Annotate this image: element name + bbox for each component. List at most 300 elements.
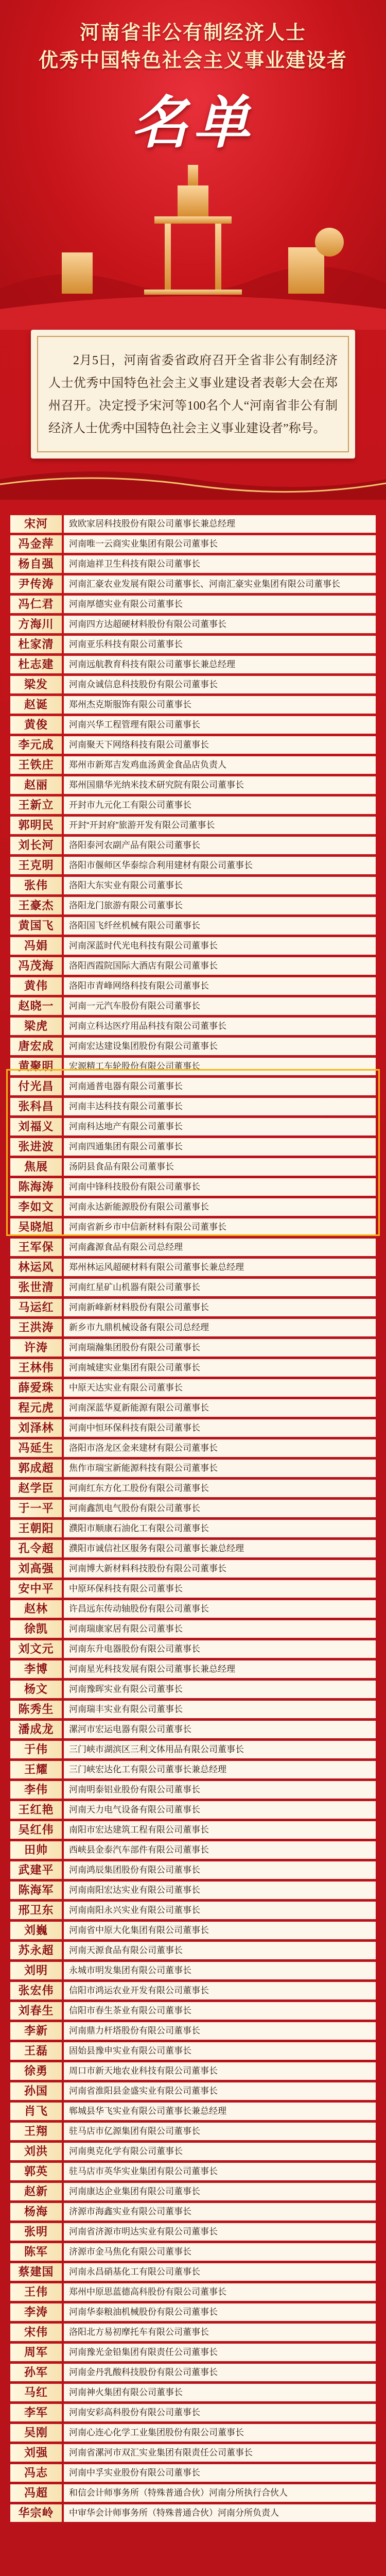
person-name: 黄俊 <box>10 716 62 734</box>
list-item <box>10 1058 376 1075</box>
person-name: 冯金萍 <box>10 535 62 553</box>
person-name: 宋河 <box>10 515 62 533</box>
person-title: 三门峡宏达化工有限公司董事长兼总经理 <box>64 1761 376 1778</box>
list-item <box>10 1460 376 1477</box>
person-name: 梁发 <box>10 676 62 693</box>
list-item <box>10 1399 376 1417</box>
person-title: 信阳市春生茶业有限公司董事长 <box>64 2002 376 2020</box>
list-item <box>10 1902 376 1919</box>
list-item <box>10 555 376 573</box>
list-item <box>10 1198 376 1216</box>
list-item <box>10 676 376 693</box>
list-item <box>10 1480 376 1497</box>
person-name: 李涛 <box>10 2303 62 2321</box>
person-title: 河南中锋科技股份有限公司董事长 <box>64 1178 376 1196</box>
list-item <box>10 1982 376 1999</box>
person-title: 河南新峰新材料股份有限公司董事长 <box>64 1299 376 1316</box>
person-title: 周口市新天地农业科技有限公司董事长 <box>64 2062 376 2080</box>
person-title: 河南永达新能源股份有限公司董事长 <box>64 1198 376 1216</box>
person-name: 安中平 <box>10 1580 62 1598</box>
person-title: 河南省中原大化集团有限公司董事长 <box>64 1922 376 1939</box>
list-item <box>10 1299 376 1316</box>
person-title: 中原天达实业有限公司董事长 <box>64 1379 376 1397</box>
person-title: 河南城建实业集团有限公司董事长 <box>64 1359 376 1377</box>
person-title: 濮阳市诚信社区服务有限公司董事长兼总经理 <box>64 1540 376 1557</box>
person-title: 河南省漯河市双汇实业集团有限责任公司董事长 <box>64 2444 376 2462</box>
person-title: 河南四通集团有限公司董事长 <box>64 1138 376 1156</box>
list-item <box>10 1701 376 1718</box>
person-name: 张进波 <box>10 1138 62 1156</box>
person-name: 吴红伟 <box>10 1821 62 1839</box>
list-item <box>10 596 376 613</box>
person-title: 河南汇豪农业发展有限公司董事长、河南汇豪实业集团有限公司董事长 <box>64 575 376 593</box>
list-item <box>10 1781 376 1799</box>
person-name: 王新立 <box>10 796 62 814</box>
person-title: 济源市海鑫实业有限公司董事长 <box>64 2203 376 2221</box>
list-item <box>10 1279 376 1296</box>
person-name: 李军 <box>10 2404 62 2421</box>
list-item <box>10 1681 376 1698</box>
list-item <box>10 2243 376 2261</box>
person-name: 杨文 <box>10 1681 62 1698</box>
person-title: 河南中孚实业股份有限公司董事长 <box>64 2464 376 2482</box>
list-item <box>10 2143 376 2160</box>
list-item <box>10 616 376 633</box>
person-title: 中原环保科技有限公司董事长 <box>64 1580 376 1598</box>
list-item <box>10 1882 376 1899</box>
person-title: 河南四方达超硬材料股份有限公司董事长 <box>64 616 376 633</box>
person-title: 河南豫晖实业有限公司董事长 <box>64 1681 376 1698</box>
person-title: 河南深蓝华夏新能源有限公司董事长 <box>64 1399 376 1417</box>
person-name: 蔡建国 <box>10 2263 62 2281</box>
person-title: 洛阳国飞纤丝机械有限公司董事长 <box>64 917 376 935</box>
person-name: 赵林 <box>10 1600 62 1618</box>
list-item <box>10 1239 376 1256</box>
list-item <box>10 756 376 774</box>
person-name: 刘文元 <box>10 1640 62 1658</box>
person-title: 河南永昌硝基化工有限公司董事长 <box>64 2263 376 2281</box>
list-item <box>10 2303 376 2321</box>
person-name: 许涛 <box>10 1339 62 1357</box>
list-item <box>10 2484 376 2502</box>
person-title: 河南中恒环保科技有限公司董事长 <box>64 1419 376 1437</box>
person-title: 河南康达企业集团有限公司董事长 <box>64 2183 376 2200</box>
person-name: 孙军 <box>10 2364 62 2381</box>
person-title: 汤阴县食品有限公司董事长 <box>64 1158 376 1176</box>
person-title: 洛阳西霞院国际大酒店有限公司董事长 <box>64 957 376 975</box>
person-title: 河南迪祥卫生科技有限公司董事长 <box>64 555 376 573</box>
list-item <box>10 776 376 794</box>
person-title: 河南安彩高科股份有限公司董事长 <box>64 2404 376 2421</box>
list-item <box>10 1138 376 1156</box>
person-title: 河南鸿辰集团股份有限公司董事长 <box>64 1861 376 1879</box>
person-name: 于伟 <box>10 1741 62 1758</box>
person-title: 河南立科达医疗用品科技有限公司董事长 <box>64 1018 376 1035</box>
list-item <box>10 997 376 1015</box>
list-item <box>10 2464 376 2482</box>
person-title: 开封“开封府”旅游开发有限公司董事长 <box>64 817 376 834</box>
list-item <box>10 515 376 533</box>
person-name: 宋伟 <box>10 2324 62 2341</box>
list-item <box>10 1580 376 1598</box>
person-title: 郑州市新郑吉发鸡血汤黄金食品店负责人 <box>64 756 376 774</box>
list-item <box>10 2082 376 2100</box>
person-title: 郑州国鼎华光纳米技术研究院有限公司董事长 <box>64 776 376 794</box>
person-title: 焦作市瑞宝新能源科技有限公司董事长 <box>64 1460 376 1477</box>
list-item <box>10 2022 376 2040</box>
person-title: 洛阳北方易初摩托车有限公司董事长 <box>64 2324 376 2341</box>
list-item <box>10 1540 376 1557</box>
person-name: 李伟 <box>10 1781 62 1799</box>
list-item <box>10 2364 376 2381</box>
person-title: 河南鑫凯电气股份有限公司董事长 <box>64 1500 376 1517</box>
person-name: 赵诞 <box>10 696 62 714</box>
person-name: 苏永超 <box>10 1942 62 1959</box>
list-item <box>10 957 376 975</box>
person-name: 周军 <box>10 2344 62 2361</box>
person-name: 王伟 <box>10 2283 62 2301</box>
person-title: 洛阳市偃师区华泰综合利用建材有限公司董事长 <box>64 857 376 874</box>
person-name: 薛爱珠 <box>10 1379 62 1397</box>
list-item <box>10 837 376 854</box>
person-title: 河南丰达科技有限公司董事长 <box>64 1098 376 1115</box>
person-title: 信阳市鸿运农业开发有限公司董事长 <box>64 1982 376 1999</box>
list-item <box>10 1841 376 1859</box>
list-item <box>10 1741 376 1758</box>
list-item <box>10 2504 376 2522</box>
title-line-2: 优秀中国特色社会主义事业建设者 <box>38 50 347 72</box>
list-item <box>10 1259 376 1276</box>
person-name: 田帅 <box>10 1841 62 1859</box>
person-name: 方海川 <box>10 616 62 633</box>
list-item <box>10 2002 376 2020</box>
person-title: 开封市九元化工有限公司董事长 <box>64 796 376 814</box>
person-name: 刘明 <box>10 1962 62 1979</box>
intro-text: 2月5日，河南省委省政府召开全省非公有制经济人士优秀中国特色社会主义事业建设者表彰大会在郑州召开。决定授予宋河等100名个人“河南省非公有制经济人士优秀中国特色社会主义事业建设者”称号。 <box>48 354 338 435</box>
person-name: 冯延生 <box>10 1439 62 1457</box>
list-item <box>10 817 376 834</box>
list-item <box>10 716 376 734</box>
person-title: 濮阳市顺康石油化工有限公司董事长 <box>64 1520 376 1537</box>
list-item <box>10 1922 376 1939</box>
list-item <box>10 1218 376 1236</box>
list-item <box>10 2223 376 2241</box>
person-name: 张世清 <box>10 1279 62 1296</box>
person-name: 吴晓旭 <box>10 1218 62 1236</box>
list-item <box>10 2424 376 2442</box>
list-item <box>10 1500 376 1517</box>
list-item <box>10 2183 376 2200</box>
list-item <box>10 2203 376 2221</box>
list-item <box>10 796 376 814</box>
person-name: 刘高强 <box>10 1560 62 1578</box>
person-title: 洛阳市青峰网络科技有限公司董事长 <box>64 977 376 995</box>
person-title: 河南省济源市明达实业有限公司董事长 <box>64 2223 376 2241</box>
list-item <box>10 2042 376 2060</box>
list-item <box>10 2283 376 2301</box>
person-name: 赵丽 <box>10 776 62 794</box>
list-item <box>10 977 376 995</box>
person-name: 冯超 <box>10 2484 62 2502</box>
person-title: 河南瑞丰实业有限公司董事长 <box>64 1701 376 1718</box>
person-name: 邢卫东 <box>10 1902 62 1919</box>
person-title: 驻马店市英华实业集团有限公司董事长 <box>64 2163 376 2180</box>
person-title: 新乡市九鼎机械设备有限公司总经理 <box>64 1319 376 1336</box>
person-name: 张宏伟 <box>10 1982 62 1999</box>
person-title: 郑州中原思蓝德高科股份有限公司董事长 <box>64 2283 376 2301</box>
person-name: 梁虎 <box>10 1018 62 1035</box>
big-title: 名单 <box>131 89 255 156</box>
list-item <box>10 2062 376 2080</box>
person-name: 刘福义 <box>10 1118 62 1136</box>
person-title: 河南远航教育科技有限公司董事长兼总经理 <box>64 656 376 673</box>
person-title: 河南鑫源食品有限公司总经理 <box>64 1239 376 1256</box>
person-title: 河南聚天下网络科技有限公司董事长 <box>64 736 376 754</box>
list-item <box>10 2324 376 2341</box>
list-item <box>10 1419 376 1437</box>
list-item <box>10 736 376 754</box>
person-name: 赵新 <box>10 2183 62 2200</box>
list-item <box>10 1620 376 1638</box>
list-item <box>10 1761 376 1778</box>
person-title: 河南神火集团有限公司董事长 <box>64 2384 376 2401</box>
person-name: 冯志 <box>10 2464 62 2482</box>
person-name: 王豪杰 <box>10 897 62 914</box>
person-title: 河南鼎力杆塔股份有限公司董事长 <box>64 2022 376 2040</box>
person-title: 河南天力电气设备有限公司董事长 <box>64 1801 376 1819</box>
person-name: 武建平 <box>10 1861 62 1879</box>
person-name: 王洪涛 <box>10 1319 62 1336</box>
person-name: 李如文 <box>10 1198 62 1216</box>
person-name: 郭英 <box>10 2163 62 2180</box>
person-name: 马红 <box>10 2384 62 2401</box>
list-item <box>10 1178 376 1196</box>
person-name: 杜家清 <box>10 636 62 653</box>
person-name: 于一平 <box>10 1500 62 1517</box>
person-title: 固始县豫申实业有限公司董事长 <box>64 2042 376 2060</box>
list-item <box>10 1158 376 1176</box>
person-title: 河南明泰铝业股份有限公司董事长 <box>64 1781 376 1799</box>
person-name: 徐凯 <box>10 1620 62 1638</box>
list-item <box>10 2404 376 2421</box>
person-name: 吴刚 <box>10 2424 62 2442</box>
list-item <box>10 636 376 653</box>
person-name: 黄国飞 <box>10 917 62 935</box>
person-title: 河南奥克化学有限公司董事长 <box>64 2143 376 2160</box>
person-name: 冯仁君 <box>10 596 62 613</box>
ribbon-band <box>0 459 386 500</box>
person-name: 王翔 <box>10 2123 62 2140</box>
list-item <box>10 1359 376 1377</box>
list-item <box>10 917 376 935</box>
list-item <box>10 1640 376 1658</box>
list-item <box>10 2344 376 2361</box>
list-item <box>10 897 376 914</box>
person-title: 驻马店市亿源集团有限公司董事长 <box>64 2123 376 2140</box>
list-item <box>10 535 376 553</box>
person-name: 徐勇 <box>10 2062 62 2080</box>
list-item <box>10 937 376 955</box>
person-title: 河南心连心化学工业集团股份有限公司董事长 <box>64 2424 376 2442</box>
person-title: 河南东升电器股份有限公司董事长 <box>64 1640 376 1658</box>
person-title: 河南华泰粮油机械股份有限公司董事长 <box>64 2303 376 2321</box>
person-title: 河南豫光金铅集团有限责任公司董事长 <box>64 2344 376 2361</box>
list-item <box>10 1018 376 1035</box>
list-item <box>10 1942 376 1959</box>
list-item <box>10 1038 376 1055</box>
person-title: 永城市明发集团有限公司董事长 <box>64 1962 376 1979</box>
person-name: 黄聚明 <box>10 1058 62 1075</box>
list-item <box>10 1801 376 1819</box>
list-item <box>10 1118 376 1136</box>
person-name: 赵学臣 <box>10 1480 62 1497</box>
person-name: 华宗岭 <box>10 2504 62 2522</box>
person-name: 杨海 <box>10 2203 62 2221</box>
person-name: 冯茂海 <box>10 957 62 975</box>
list-item <box>10 1600 376 1618</box>
person-name: 陈秀生 <box>10 1701 62 1718</box>
person-title: 郑州林运风超硬材料有限公司董事长兼总经理 <box>64 1259 376 1276</box>
person-name: 王红艳 <box>10 1801 62 1819</box>
person-name: 程元虎 <box>10 1399 62 1417</box>
person-name: 王磊 <box>10 2042 62 2060</box>
person-title: 郸城县华飞实业有限公司董事长兼总经理 <box>64 2103 376 2120</box>
person-name: 杨自强 <box>10 555 62 573</box>
person-title: 三门峡市湖滨区三利文体用品有限公司董事长 <box>64 1741 376 1758</box>
person-name: 王朝阳 <box>10 1520 62 1537</box>
landmark-illustration <box>0 155 386 330</box>
person-title: 河南一元汽车股份有限公司董事长 <box>64 997 376 1015</box>
list-item <box>10 1078 376 1095</box>
list-item <box>10 1560 376 1578</box>
person-title: 洛阳龙门旅游有限公司董事长 <box>64 897 376 914</box>
list-item <box>10 1861 376 1879</box>
list-item <box>10 696 376 714</box>
person-name: 杜志建 <box>10 656 62 673</box>
person-name: 林运风 <box>10 1259 62 1276</box>
person-title: 许昌远东传动轴股份有限公司董事长 <box>64 1600 376 1618</box>
person-title: 河南红东方化工股份有限公司董事长 <box>64 1480 376 1497</box>
list-item <box>10 2263 376 2281</box>
person-name: 王铁庄 <box>10 756 62 774</box>
list-item <box>10 1660 376 1678</box>
person-title: 宏源精工车轮股份有限公司董事长 <box>64 1058 376 1075</box>
person-title: 洛阳泰河农副产品有限公司董事长 <box>64 837 376 854</box>
person-title: 河南科达地产有限公司董事长 <box>64 1118 376 1136</box>
person-title: 河南省淮阳县金盛实业有限公司董事长 <box>64 2082 376 2100</box>
person-title: 郑州杰克斯服饰有限公司董事长 <box>64 696 376 714</box>
person-title: 河南深蓝时代光电科技有限公司董事长 <box>64 937 376 955</box>
intro-card <box>31 330 355 459</box>
person-name: 孙国 <box>10 2082 62 2100</box>
person-name: 张明 <box>10 2223 62 2241</box>
person-name: 刘春生 <box>10 2002 62 2020</box>
person-name: 张科昌 <box>10 1098 62 1115</box>
list-item <box>10 656 376 673</box>
person-name: 黄伟 <box>10 977 62 995</box>
list-item <box>10 2444 376 2462</box>
title-line-1: 河南省非公有制经济人士 <box>79 22 306 44</box>
person-name: 刘泽林 <box>10 1419 62 1437</box>
list-item <box>10 1520 376 1537</box>
person-title: 河南天源食品有限公司董事长 <box>64 1942 376 1959</box>
person-title: 河南兴华工程管理有限公司董事长 <box>64 716 376 734</box>
person-title: 洛阳市洛龙区金来建材有限公司董事长 <box>64 1439 376 1457</box>
person-name: 焦展 <box>10 1158 62 1176</box>
person-title: 南阳市宏达建筑工程有限公司董事长 <box>64 1821 376 1839</box>
person-title: 和信会计师事务所（特殊普通合伙）河南分所执行合伙人 <box>64 2484 376 2502</box>
person-name: 李元成 <box>10 736 62 754</box>
person-name: 王耀 <box>10 1761 62 1778</box>
person-name: 李博 <box>10 1660 62 1678</box>
person-title: 河南亚乐科技有限公司董事长 <box>64 636 376 653</box>
person-title: 河南瑞康家居有限公司董事长 <box>64 1620 376 1638</box>
list-item <box>10 1339 376 1357</box>
person-name: 冯娟 <box>10 937 62 955</box>
person-name: 郭明民 <box>10 817 62 834</box>
person-name: 陈海涛 <box>10 1178 62 1196</box>
person-title: 致欧家居科技股份有限公司董事长兼总经理 <box>64 515 376 533</box>
list-item <box>10 2103 376 2120</box>
person-title: 河南金丹乳酸科技股份有限公司董事长 <box>64 2364 376 2381</box>
person-title: 河南红星矿山机器有限公司董事长 <box>64 1279 376 1296</box>
header-banner <box>0 0 386 330</box>
person-name: 王林伟 <box>10 1359 62 1377</box>
person-name: 马运红 <box>10 1299 62 1316</box>
list-item <box>10 1721 376 1738</box>
person-name: 刘洪 <box>10 2143 62 2160</box>
person-name: 郭成超 <box>10 1460 62 1477</box>
person-title: 河南通普电器有限公司董事长 <box>64 1078 376 1095</box>
list-item <box>10 1962 376 1979</box>
person-title: 河南众诚信息科技股份有限公司董事长 <box>64 676 376 693</box>
person-title: 河南唯一云商实业集团有限公司董事长 <box>64 535 376 553</box>
person-title: 河南南阳永兴实业有限公司董事长 <box>64 1902 376 1919</box>
name-list <box>10 515 376 2524</box>
person-name: 陈海军 <box>10 1882 62 1899</box>
list-item <box>10 575 376 593</box>
person-name: 刘强 <box>10 2444 62 2462</box>
person-title: 河南厚德实业有限公司董事长 <box>64 596 376 613</box>
person-name: 唐宏成 <box>10 1038 62 1055</box>
list-item <box>10 1439 376 1457</box>
person-name: 尹传涛 <box>10 575 62 593</box>
person-title: 洛阳大东实业有限公司董事长 <box>64 877 376 894</box>
person-title: 河南星光科技发展有限公司董事长兼总经理 <box>64 1660 376 1678</box>
person-title: 河南博大新材料科技股份有限公司董事长 <box>64 1560 376 1578</box>
person-name: 刘巍 <box>10 1922 62 1939</box>
person-title: 西峡县金泰汽车部件有限公司董事长 <box>64 1841 376 1859</box>
person-title: 河南南阳宏达实业有限公司董事长 <box>64 1882 376 1899</box>
list-item <box>10 1319 376 1336</box>
person-title: 中审华会计师事务所（特殊普通合伙）河南分所负责人 <box>64 2504 376 2522</box>
person-name: 陈军 <box>10 2243 62 2261</box>
person-name: 孔令超 <box>10 1540 62 1557</box>
person-name: 李新 <box>10 2022 62 2040</box>
person-title: 济源市金马焦化有限公司董事长 <box>64 2243 376 2261</box>
person-name: 赵晓一 <box>10 997 62 1015</box>
person-name: 王克明 <box>10 857 62 874</box>
person-title: 漯河市宏运电器有限公司董事长 <box>64 1721 376 1738</box>
person-name: 刘长河 <box>10 837 62 854</box>
list-item <box>10 877 376 894</box>
list-item <box>10 1821 376 1839</box>
person-name: 王军保 <box>10 1239 62 1256</box>
person-name: 肖飞 <box>10 2103 62 2120</box>
list-item <box>10 857 376 874</box>
person-name: 付光昌 <box>10 1078 62 1095</box>
person-name: 潘成龙 <box>10 1721 62 1738</box>
